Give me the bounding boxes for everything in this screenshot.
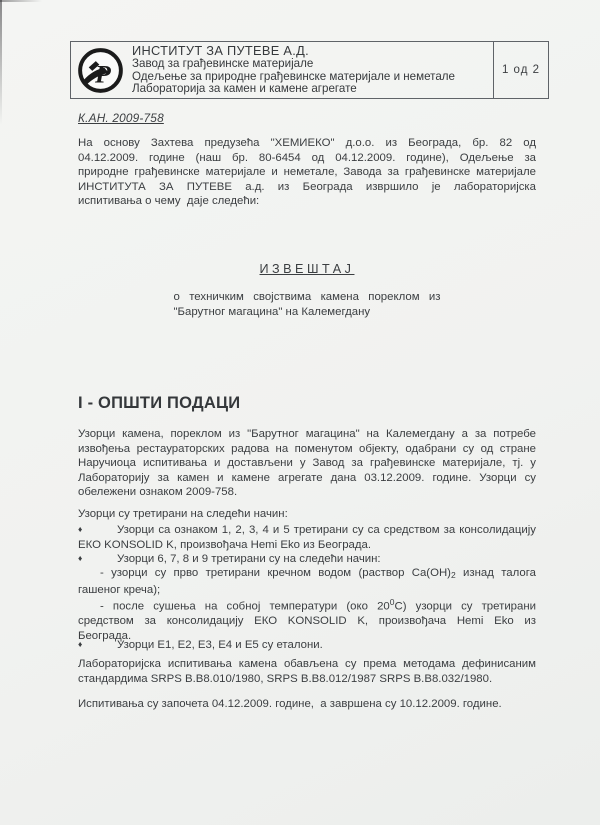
text-line: "Барутног магацина" на Калемегдану — [173, 305, 371, 318]
case-ref — [78, 111, 536, 127]
text-line — [78, 522, 536, 538]
svg-text:P: P — [95, 58, 111, 88]
text-line: Узорци камена, пореклом из "Барутног магацина" на Калемегдану а за потребе — [78, 428, 536, 440]
text-line: извођења рестаураторских радова на поменутом објекту, одабрани су од стране — [78, 442, 536, 455]
case-ref-number: К.АН. 2009-758 — [78, 111, 164, 125]
org-dept-3: Лабораторија за камен и камене агрегате — [132, 82, 357, 96]
bullet-text: Узорци са ознаком 1, 2, 3, 4 и 5 третирани су са средством за консолидацију — [117, 524, 536, 536]
dates-paragraph — [78, 697, 536, 712]
diamond-bullet-icon: ♦ — [78, 639, 83, 649]
report-subtitle-block — [174, 290, 441, 319]
text-line: Наручиоца испитивања и достављени у Завод за грађевинске материјале, тј. у — [78, 457, 536, 470]
text-line — [78, 637, 536, 653]
bullet-text: Узорци Е1, Е2, Е3, Е4 и Е5 су еталони. — [117, 639, 323, 651]
text-line: средством за консолидацију ЕКО KONSOLID K, произвођача Hemi Eko из — [78, 615, 536, 628]
intro-paragraph — [78, 136, 536, 209]
text-line: обележени ознаком 2009-758. — [78, 486, 238, 499]
treatment-intro — [78, 507, 536, 522]
text-line: испитивања о чему даје следећи: — [78, 195, 260, 208]
text-line: стандардима SRPS B.B8.010/1980, SRPS B.B8.012/1987 SRPS B.B8.032/1980. — [78, 672, 493, 685]
dash-text: - узорци су прво третирани кречном водом (раствор Ca(OH) — [100, 567, 451, 579]
text-line — [78, 551, 536, 567]
institute-logo — [77, 47, 124, 94]
letterhead-org-lines — [132, 44, 455, 95]
text-line: Београда. — [78, 629, 132, 642]
text-line: Узорци су третирани на следећи начин: — [78, 508, 288, 520]
page-number: 1 од 2 — [501, 64, 541, 76]
text-line: ИНСТИТУТА ЗА ПУТЕВЕ а.д. из Београда извршило је лабораторијска — [78, 180, 536, 193]
org-dept-1: Завод за грађевинске материјале — [132, 57, 314, 71]
standards-paragraph — [78, 657, 536, 686]
text-line: ЕКО KONSOLID K, произвођача Hemi Eko из Београда. — [78, 538, 372, 551]
treatment-dash-1 — [78, 566, 536, 597]
text-line: о техничким својствима камена пореклом из — [173, 291, 441, 303]
letterhead — [70, 41, 549, 99]
org-dept-2: Одељење за природне грађевинске материјале и неметале — [132, 69, 456, 83]
dash-text: изнад талога — [455, 567, 536, 579]
dash-text: C) узорци су третирани — [394, 600, 537, 613]
dash-text: - после сушења на собној температури (око 20 — [100, 600, 390, 613]
institute-logo-icon — [77, 47, 124, 94]
samples-paragraph — [78, 427, 536, 500]
org-name: ИНСТИТУТ ЗА ПУТЕВЕ А.Д. — [132, 43, 309, 59]
treatment-bullet-3 — [78, 637, 536, 653]
text-line — [78, 566, 536, 583]
letterhead-main — [71, 42, 493, 98]
bullet-text: Узорци 6, 7, 8 и 9 третирани су на следећи начин: — [117, 553, 381, 565]
treatment-bullet-2 — [78, 551, 536, 567]
text-line: гашеног креча); — [78, 583, 161, 596]
scan-edge-artifact-top — [0, 0, 42, 2]
scan-edge-artifact-left — [0, 0, 2, 125]
text-line: Лабораторију за камен и камене агрегате дана 03.12.2009. године. Узорци су — [78, 471, 536, 484]
text-line: Испитивања су започета 04.12.2009. године, а завршена су 10.12.2009. године. — [78, 698, 502, 710]
text-line: природне грађевинске материјале и неметале, Завода за грађевинске материјале — [78, 166, 536, 179]
section-heading: I - ОПШТИ ПОДАЦИ — [78, 394, 241, 412]
page-number-cell — [493, 42, 548, 98]
diamond-bullet-icon: ♦ — [78, 553, 83, 563]
text-line — [78, 595, 536, 614]
text-line: 04.12.2009. године (наш бр. 80-6454 од 04.12.2009. године), Одељење за — [78, 151, 536, 164]
text-line: Лабораторијска испитивања камена обављена су према методама дефинисаним — [78, 658, 536, 670]
report-title-text: ИЗВЕШТАЈ — [259, 262, 355, 276]
report-subtitle — [78, 290, 536, 319]
diamond-bullet-icon: ♦ — [78, 524, 83, 534]
superscript-text: 0 — [389, 597, 395, 607]
report-title — [78, 262, 536, 277]
text-line: На основу Захтева предузећа "ХЕМИЕКО" д.о.о. из Београда, бр. 82 од — [78, 137, 536, 149]
subscript-text: 2 — [450, 570, 456, 580]
treatment-bullet-1 — [78, 522, 536, 552]
